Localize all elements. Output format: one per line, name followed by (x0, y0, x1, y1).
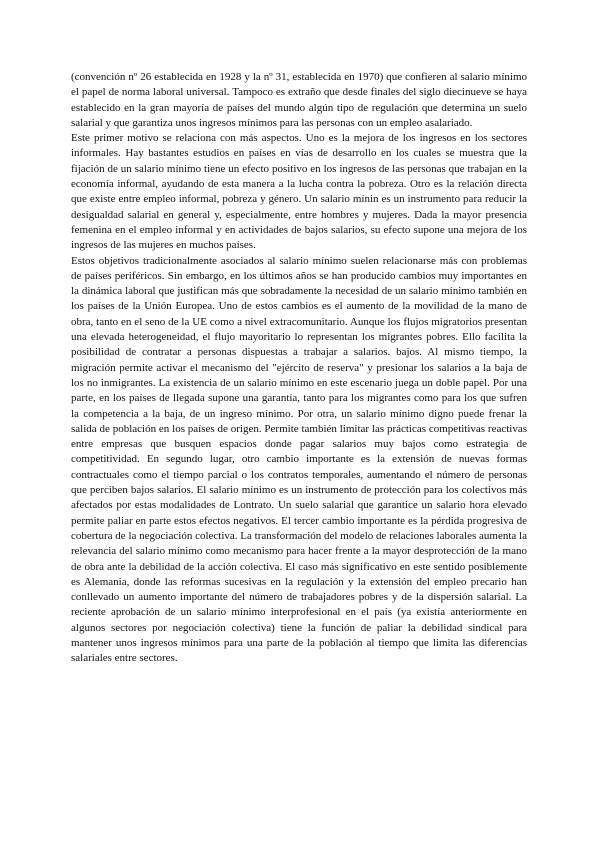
document-page (71, 70, 527, 667)
paragraph-intro: (convención nº 26 establecida en 1928 y la nº 31, establecida en 1970) que confieren al salario mínimo el papel de norma laboral universal. Tampoco es extraño que desde finales del siglo diecinueve se haya establecido en la gran mayoría de países del mundo algún tipo de regulación que determina un suelo salarial y que garantiza unos ingresos mínimos para las personas con un empleo asalariado. (71, 71, 527, 129)
paragraph-first-motive: Este primer motivo se relaciona con más aspectos. Uno es la mejora de los ingresos en los sectores informales. Hay bastantes estudios en países en vías de desarrollo en los cuales se muestra que la fijación de un salario mínimo tiene un efecto positivo en los ingresos de las personas que trabajan en la economía informal, ayudando de esta manera a la lucha contra la pobreza. Otro es la relación directa que existe entre empleo informal, pobreza y género. Un salario mínin es un instrumento para reducir la desigualdad salarial en general y, especialmente, entre hombres y mujeres. Dada la mayor presencia femenina en el empleo informal y en actividades de bajos salarios, su efecto supone una mejora de los ingresos de las mujeres en muchos países. (71, 132, 527, 252)
paragraph-objectives: Estos objetivos tradicionalmente asociados al salario mínimo suelen relacionarse más con problemas de países periféricos. Sin embargo, en los últimos años se han producido cambios muy importantes en la dinámica laboral que justifican más que sobradamente la necesidad de un salario mínimo también en los países de la Unión Europea. Uno de estos cambios es el aumento de la movilidad de la mano de obra, tanto en el seno de la UE como a nivel extracomunitario. Aunque los flujos migratorios presentan una elevada heterogeneidad, el flujo mayoritario lo representan los migrantes pobres. Ello facilita la posibilidad de contratar a personas dispuestas a trabajar a salarios. bajos. Al mismo tiempo, la migración permite activar el mecanismo del "ejército de reserva" y presionar los salarios a la baja de los no inmigrantes. La existencia de un salario mínimo en este escenario juega un doble papel. Por una parte, en los países de llegada supone una garantía, tanto para los migrantes como para los que sufren la competencia a la baja, de un ingreso mínimo. Por otra, un salario mínimo digno puede frenar la salida de población en los países de origen. Permite también limitar las prácticas competitivas reactivas entre empresas que busquen espacios donde pagar salarios muy bajos como estrategia de competitividad. En segundo lugar, otro cambio importante es la extensión de nuevas formas contractuales como el tiempo parcial o los contratos temporales, aumentando el número de personas que perciben bajos salarios. El salario mínimo es un instrumento de protección para los colectivos más afectados por estas modalidades de Lontrato. Un suelo salarial que garantice un salario hora elevado permite paliar en parte estos efectos negativos. El tercer cambio importante es la pérdida progresiva de cobertura de la negociación colectiva. La transformación del modelo de relaciones laborales aumenta la relevancia del salario mínimo como mecanismo para hacer frente a la mayor desprotección de la mano de obra ante la debilidad de la acción colectiva. El caso más significativo en este sentido posiblemente es Alemania, donde las reformas sucesivas en la regulación y la extensión del empleo precario han conllevado un aumento importante del número de trabajadores pobres y de la dispersión salarial. La reciente aprobación de un salario mínimo interprofesional en el país (ya existía anteriormente en algunos sectores por negociación colectiva) tiene la función de paliar la debilidad sindical para mantener unos ingresos mínimos para una parte de la población al tiempo que limita las diferencias salariales entre sectores. (71, 254, 527, 665)
